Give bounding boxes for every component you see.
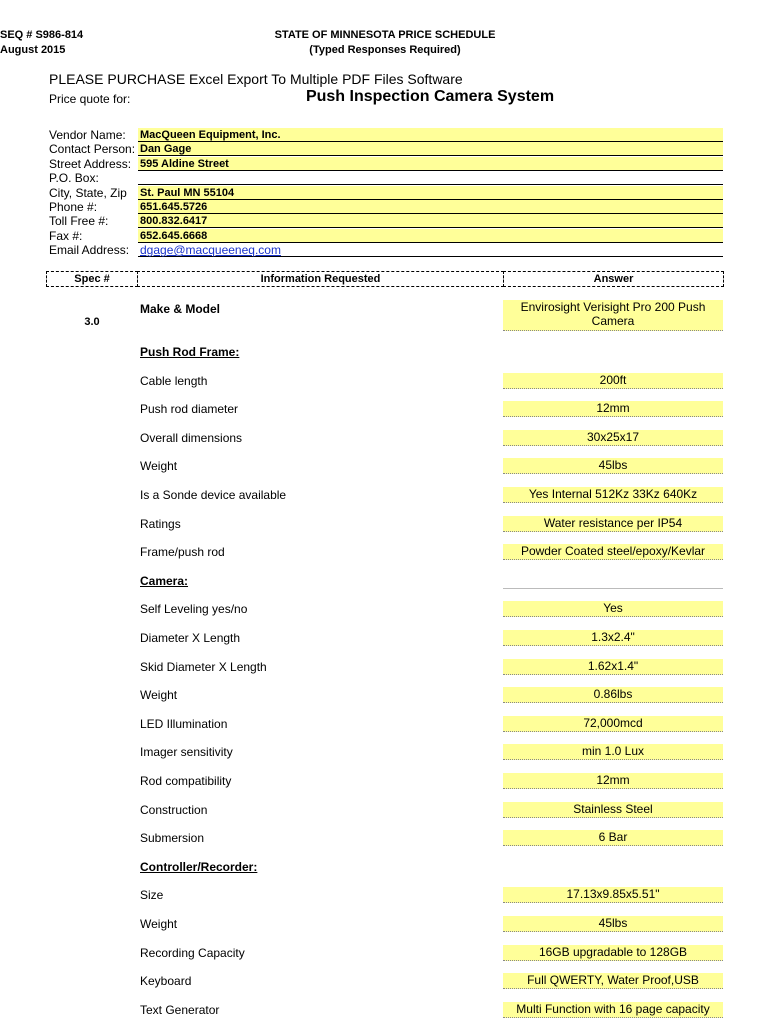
- document-title: STATE OF MINNESOTA PRICE SCHEDULE: [274, 29, 496, 41]
- spec-answer[interactable]: 30x25x17: [503, 430, 723, 446]
- vendor-label: Phone #:: [49, 200, 98, 214]
- spec-answer[interactable]: Water resistance per IP54: [503, 516, 723, 532]
- vendor-value[interactable]: 800.832.6417: [138, 214, 723, 228]
- vendor-value[interactable]: dgage@macqueeneq.com: [138, 243, 723, 257]
- spec-label: Weight: [140, 688, 178, 702]
- spec-answer[interactable]: 0.86lbs: [503, 687, 723, 703]
- make-model-answer[interactable]: [503, 300, 723, 331]
- table-header-answer: Answer: [503, 271, 724, 287]
- vendor-label: Toll Free #:: [49, 214, 109, 228]
- make-model-label: Make & Model: [140, 302, 221, 316]
- spec-label: Keyboard: [140, 974, 192, 988]
- spec-answer[interactable]: 1.3x2.4": [503, 630, 723, 646]
- spec-label: Weight: [140, 917, 178, 931]
- price-quote-title: Push Inspection Camera System: [305, 88, 555, 105]
- spec-label: Overall dimensions: [140, 431, 243, 445]
- spec-label: Frame/push rod: [140, 545, 225, 559]
- spec-answer[interactable]: min 1.0 Lux: [503, 744, 723, 760]
- spec-label: Imager sensitivity: [140, 745, 233, 759]
- spec-answer[interactable]: 45lbs: [503, 458, 723, 474]
- schedule-date: August 2015: [0, 44, 66, 56]
- spec-answer[interactable]: 72,000mcd: [503, 716, 723, 732]
- spec-answer[interactable]: 1.62x1.4": [503, 659, 723, 675]
- spec-label: Is a Sonde device available: [140, 488, 287, 502]
- spec-label: Construction: [140, 803, 208, 817]
- table-header-info: Information Requested: [137, 271, 504, 287]
- spec-label: Push rod diameter: [140, 402, 239, 416]
- section-heading: Controller/Recorder:: [140, 860, 258, 874]
- vendor-value[interactable]: [138, 171, 723, 185]
- spec-label: Size: [140, 888, 164, 902]
- vendor-label: Contact Person:: [49, 142, 136, 156]
- price-quote-label: Price quote for:: [49, 92, 131, 106]
- spec-number: 3.0: [84, 316, 100, 328]
- vendor-value[interactable]: St. Paul MN 55104: [138, 186, 723, 200]
- vendor-label: Fax #:: [49, 229, 83, 243]
- purchase-line: PLEASE PURCHASE Excel Export To Multiple PDF Files Software: [49, 71, 463, 87]
- table-header-spec: Spec #: [46, 271, 138, 287]
- spec-answer[interactable]: 45lbs: [503, 916, 723, 932]
- spec-label: Rod compatibility: [140, 774, 232, 788]
- section-heading: Push Rod Frame:: [140, 345, 240, 359]
- spec-answer[interactable]: Yes: [503, 601, 723, 617]
- spec-label: Weight: [140, 459, 178, 473]
- spec-answer[interactable]: 12mm: [503, 773, 723, 789]
- vendor-label: City, State, Zip: [49, 186, 127, 200]
- spec-answer[interactable]: 6 Bar: [503, 830, 723, 846]
- vendor-value[interactable]: Dan Gage: [138, 142, 723, 156]
- spec-label: Ratings: [140, 517, 181, 531]
- spec-label: Self Leveling yes/no: [140, 602, 248, 616]
- spec-answer[interactable]: Yes Internal 512Kz 33Kz 640Kz: [503, 487, 723, 503]
- document-subtitle: (Typed Responses Required): [309, 44, 461, 56]
- spec-label: Text Generator: [140, 1003, 220, 1017]
- vendor-label: Vendor Name:: [49, 128, 126, 142]
- seq-number: SEQ # S986-814: [0, 29, 84, 41]
- vendor-value[interactable]: 651.645.5726: [138, 200, 723, 214]
- vendor-value[interactable]: 652.645.6668: [138, 229, 723, 243]
- spec-answer[interactable]: 17.13x9.85x5.51": [503, 887, 723, 903]
- spec-label: Submersion: [140, 831, 205, 845]
- spec-answer[interactable]: 12mm: [503, 401, 723, 417]
- make-model-answer-line2: Camera: [591, 314, 635, 328]
- spec-answer[interactable]: Powder Coated steel/epoxy/Kevlar: [503, 544, 723, 560]
- spec-label: Cable length: [140, 374, 208, 388]
- spec-label: Diameter X Length: [140, 631, 241, 645]
- section-heading: Camera:: [140, 574, 189, 588]
- spec-answer[interactable]: Stainless Steel: [503, 802, 723, 818]
- spec-answer[interactable]: [503, 573, 723, 589]
- vendor-label: P.O. Box:: [49, 171, 99, 185]
- vendor-label: Email Address:: [49, 243, 130, 257]
- spec-label: Recording Capacity: [140, 946, 245, 960]
- spec-answer[interactable]: Multi Function with 16 page capacity: [503, 1002, 723, 1018]
- vendor-value[interactable]: 595 Aldine Street: [138, 157, 723, 171]
- vendor-value[interactable]: MacQueen Equipment, Inc.: [138, 128, 723, 142]
- vendor-label: Street Address:: [49, 157, 132, 171]
- spec-answer[interactable]: 16GB upgradable to 128GB: [503, 945, 723, 961]
- spec-label: Skid Diameter X Length: [140, 660, 267, 674]
- make-model-answer-line1: Envirosight Verisight Pro 200 Push: [520, 300, 706, 314]
- spec-answer[interactable]: Full QWERTY, Water Proof,USB: [503, 973, 723, 989]
- spec-answer[interactable]: 200ft: [503, 373, 723, 389]
- spec-label: LED Illumination: [140, 717, 228, 731]
